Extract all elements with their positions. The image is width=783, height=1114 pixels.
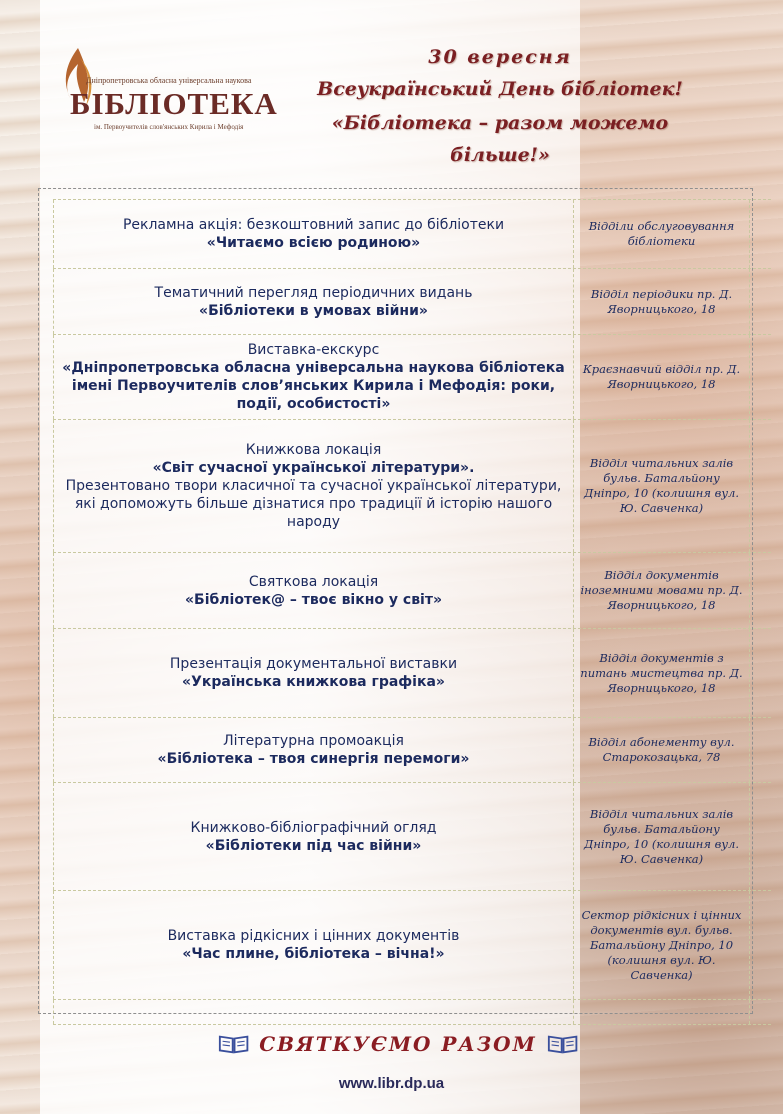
event-place: Відділ абонементу вул. Старокозацька, 78 [574,718,750,782]
event-cell [53,891,574,999]
event-type: Книжково-бібліографічний огляд [190,819,437,836]
table-row [53,628,771,718]
table-row [53,268,771,335]
event-cell [53,200,574,268]
events-table [53,200,771,1025]
event-cell [53,629,574,717]
place-cell-empty [574,1000,750,1024]
event-place: Відділ періодики пр. Д. Яворницького, 18 [574,269,750,334]
website-link[interactable]: www.libr.dp.ua [338,1075,445,1092]
event-cell-empty [53,1000,574,1024]
table-row [53,890,771,1000]
footer-slogan: СВЯТКУЄМО РАЗОМ [259,1032,537,1056]
event-cell [53,269,574,334]
table-row [53,199,771,269]
title-holiday: Всеукраїнський День бібліотек! [317,78,683,100]
event-type: Святкова локація [248,573,379,590]
event-place: Сектор рідкісних і цінних документів вул. бульв. Батальйону Дніпро, 10 (колишня вул. Ю. Савченка) [574,891,750,999]
logo-top-line: Дніпропетровська обласна універсальна наукова [86,76,252,85]
event-name: «Українська книжкова графіка» [182,674,445,690]
table-row [53,419,771,553]
event-cell [53,335,574,419]
event-name: «Світ сучасної української літератури». [152,460,475,476]
table-row-empty [53,999,771,1025]
table-row [53,552,771,629]
open-book-icon [547,1032,578,1056]
title-motto-line2: більше!» [450,144,550,166]
event-place: Відділ документів з питань мистецтва пр. Д. Яворницького, 18 [574,629,750,717]
event-type: Рекламна акція: безкоштовний запис до бібліотеки [122,217,505,233]
event-name: «Бібліотека – твоя синергія перемоги» [157,751,470,767]
event-cell [53,783,574,890]
open-book-icon [218,1032,249,1056]
event-place: Відділ читальних залів бульв. Батальйону Дніпро, 10 (колишня вул. Ю. Савченка) [574,420,750,552]
event-type: Презентація документальної виставки [169,656,458,672]
event-name: «Бібліотеки в умовах війни» [199,302,428,319]
event-type: Виставка рідкісних і цінних документів [167,928,460,944]
library-logo [52,46,278,136]
table-row [53,717,771,783]
event-name: «Бібліотеки під час війни» [205,837,422,854]
event-type: Тематичний перегляд періодичних видань [154,284,473,301]
event-place: Краєзнавчий відділ пр. Д. Яворницького, 18 [574,335,750,419]
event-type: Виставка-екскурс [247,342,380,358]
event-name: «Дніпропетровська обласна універсальна наукова бібліотека імені Первоучителів слов’янських Кирила і Мефодія: роки, події, особистості» [62,360,565,412]
event-name: «Бібліотек@ – твоє вікно у світ» [184,591,443,608]
logo-sub-line: ім. Первоучителів слов'янських Кирила і Мефодія [94,123,244,131]
event-cell [53,718,574,782]
event-name: «Читаємо всією родиною» [206,235,421,251]
event-type: Літературна промоакція [223,733,404,749]
title-date: 30 вересня [428,46,572,68]
event-description: Презентовано твори класичної та сучасної української літератури, які допоможуть більше дізнатися про традиції й історію нашого народу [65,478,562,530]
event-place: Відділ читальних залів бульв. Батальйону Дніпро, 10 (колишня вул. Ю. Савченка) [574,783,750,890]
table-row [53,334,771,420]
event-cell [53,420,574,552]
event-place: Відділи обслуговування бібліотеки [574,200,750,268]
event-cell [53,553,574,628]
event-place: Відділ документів іноземними мовами пр. Д. Яворницького, 18 [574,553,750,628]
event-type: Книжкова локація [245,442,382,458]
page-title [290,42,710,170]
footer-banner [218,1026,578,1062]
title-motto-line1: «Бібліотека – разом можемо [331,112,669,134]
event-name: «Час плине, бібліотека – вічна!» [182,946,445,962]
table-row [53,782,771,891]
logo-main-text: БІБЛІОТЕКА [70,86,278,121]
